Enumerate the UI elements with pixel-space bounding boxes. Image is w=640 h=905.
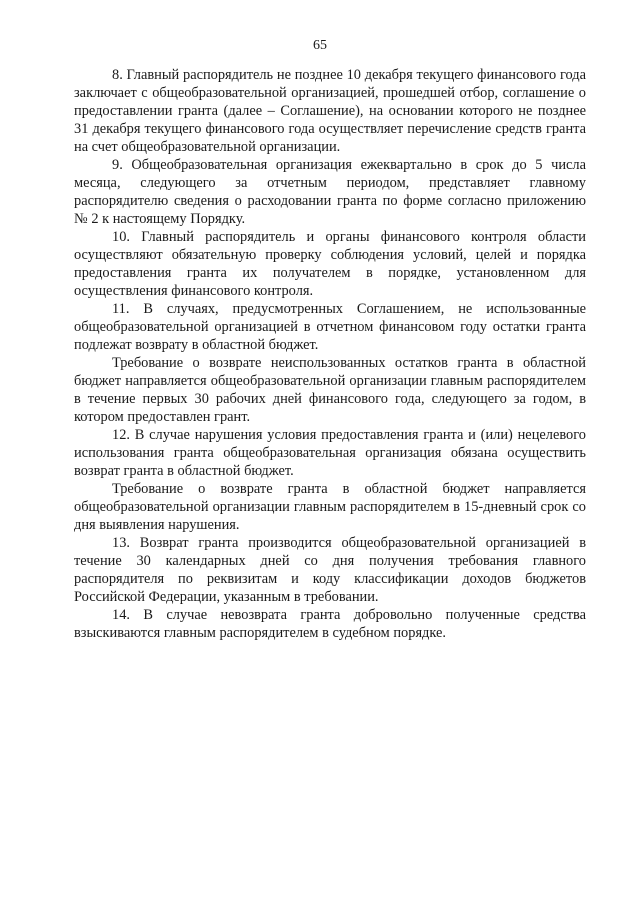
- paragraph-8: 8. Главный распорядитель не позднее 10 декабря текущего финансового года заключает с общеобразовательной организацией, прошедшей отбор, соглашение о предоставлении гранта (далее – Соглашение), на основании которого не позднее 31 декабря текущего финансового года осуществляет перечисление средств гранта на счет общеобразовательной организации.: [74, 67, 586, 155]
- paragraph-10: 10. Главный распорядитель и органы финансового контроля области осуществляют обязательную проверку соблюдения условий, целей и порядка предоставления гранта их получателем в порядке, установленном для осуществления финансового контроля.: [74, 229, 586, 299]
- paragraph-9: 9. Общеобразовательная организация ежеквартально в срок до 5 числа месяца, следующего за отчетным периодом, представляет главному распорядителю сведения о расходовании гранта по форме согласно приложению № 2 к настоящему Порядку.: [74, 157, 586, 227]
- paragraph-11-requirement: Требование о возврате неиспользованных остатков гранта в областной бюджет направляется общеобразовательной организации главным распорядителем в течение первых 30 рабочих дней финансового года, следующего за годом, в котором предоставлен грант.: [74, 355, 586, 425]
- paragraph-11: 11. В случаях, предусмотренных Соглашением, не использованные общеобразовательной организацией в отчетном финансовом году остатки гранта подлежат возврату в областной бюджет.: [74, 301, 586, 353]
- page-number: 65: [313, 38, 327, 53]
- paragraph-14: 14. В случае невозврата гранта добровольно полученные средства взыскиваются главным распорядителем в судебном порядке.: [74, 607, 586, 641]
- paragraph-13: 13. Возврат гранта производится общеобразовательной организацией в течение 30 календарных дней со дня получения требования главного распорядителя по реквизитам и коду классификации доходов бюджетов Российской Федерации, указанным в требовании.: [74, 535, 586, 605]
- paragraph-12-requirement: Требование о возврате гранта в областной бюджет направляется общеобразовательной организации главным распорядителем в 15-дневный срок со дня выявления нарушения.: [74, 481, 586, 533]
- document-body: [74, 66, 586, 642]
- paragraph-12: 12. В случае нарушения условия предоставления гранта и (или) нецелевого использования гранта общеобразовательная организация обязана осуществить возврат гранта в областной бюджет.: [74, 427, 586, 479]
